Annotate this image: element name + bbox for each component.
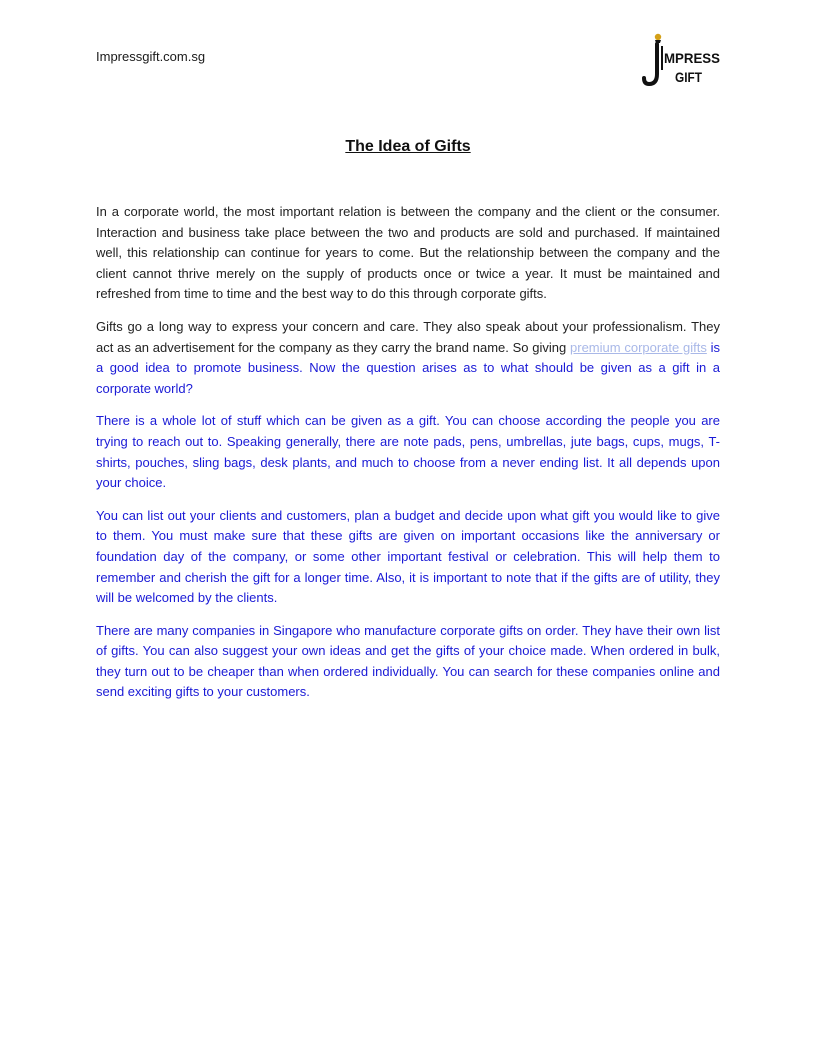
premium-corporate-gifts-link[interactable]: premium corporate gifts: [570, 339, 707, 355]
impress-gift-logo: [640, 30, 724, 90]
paragraph-1: In a corporate world, the most important relation is between the company and the client or the consumer. Interaction and business take place between the two and products are sold and purchased. If maintained well, this relationship can continue for years to come. But the relationship between the company and the client cannot thrive merely on the supply of products once or twice a year. It must be maintained and refreshed from time to time and the best way to do this through corporate gifts.: [96, 204, 720, 302]
header-site-name: Impressgift.com.sg: [96, 49, 206, 64]
logo-text-top: MPRESS: [664, 50, 720, 66]
paragraph-5: There are many companies in Singapore who manufacture corporate gifts on order. They have their own list of gifts. You can also suggest your own ideas and get the gifts of your choice made. When ordered in bulk, they turn out to be cheaper than when ordered individually. You can search for these companies online and send exciting gifts to your customers.: [96, 622, 720, 700]
document-body: [96, 202, 720, 715]
paragraph-2: [96, 317, 720, 399]
paragraph-3: There is a whole lot of stuff which can be given as a gift. You can choose according the people you are trying to reach out to. Speaking generally, there are note pads, pens, umbrellas, jute bags, cups, mugs, T-shirts, pouches, sling bags, desk plants, and much to choose from a never ending list. It all depends upon your choice.: [96, 413, 720, 491]
paragraph-4: You can list out your clients and customers, plan a budget and decide upon what gift you would like to give to them. You must make sure that these gifts are given on important occasions like the anniversary or foundation day of the company, or some other important festival or celebration. This will help them to remember and cherish the gift for a longer time. Also, it is important to note that if the gifts are of utility, they will be welcomed by the clients.: [96, 507, 720, 606]
paragraph-2-start: Gifts go a long way to express your concern and care. They also speak about your professionalism. They act as an advertisement for the company as they carry the brand name. So giving: [96, 318, 720, 355]
logo-text-bottom: GIFT: [675, 69, 703, 85]
document-title: The Idea of Gifts: [345, 138, 471, 155]
paragraph-2-end: is a good idea to promote business. Now the question arises as to what should be given as a gift in a corporate world?: [96, 339, 721, 396]
